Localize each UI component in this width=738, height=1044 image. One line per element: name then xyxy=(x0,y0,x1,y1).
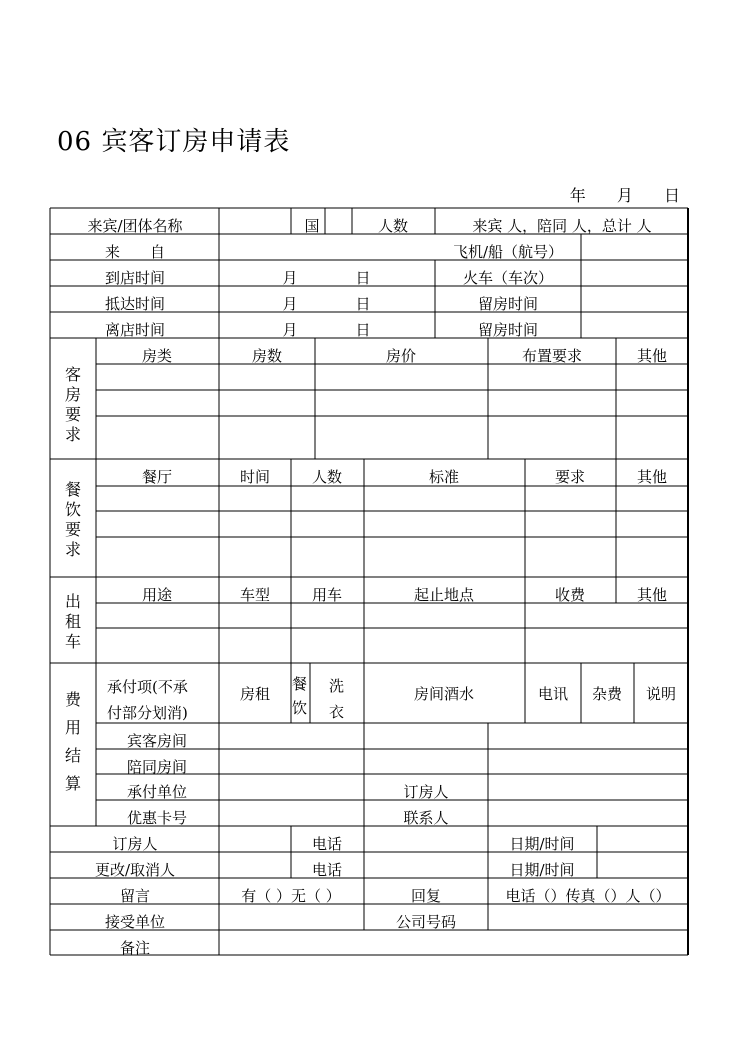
guest-name-label: 来宾/团体名称 xyxy=(87,217,183,235)
taxi-header-use: 用车 xyxy=(311,586,343,604)
footer-booker: 订房人 xyxy=(112,835,158,853)
stay-time-label-1: 留房时间 xyxy=(477,295,539,313)
footer-datetime-2: 日期/时间 xyxy=(509,861,575,879)
billing-meal: 餐饮 xyxy=(292,675,308,717)
reach-month: 月 xyxy=(282,295,298,313)
dining-header-other: 其他 xyxy=(636,468,668,486)
reach-day: 日 xyxy=(355,295,371,313)
dining-header-restaurant: 餐厅 xyxy=(141,468,173,486)
dining-header-time: 时间 xyxy=(239,468,271,486)
footer-company-no: 公司号码 xyxy=(395,913,457,931)
room-section-label: 客房要求 xyxy=(64,365,81,444)
billing-row-payer: 承付单位 xyxy=(126,783,188,801)
billing-note: 说明 xyxy=(645,685,677,703)
footer-message-options: 有（ ）无（ ） xyxy=(241,887,341,905)
billing-booker: 订房人 xyxy=(403,783,449,801)
room-header-price: 房价 xyxy=(385,347,417,365)
date-year: 年 xyxy=(569,186,586,205)
footer-datetime-1: 日期/时间 xyxy=(509,835,575,853)
taxi-header-route: 起止地点 xyxy=(413,586,475,604)
footer-receiver: 接受单位 xyxy=(104,913,166,931)
headcount-label: 人数 xyxy=(377,217,409,235)
billing-item-line1: 承付项(不承 xyxy=(107,678,188,696)
billing-item-label xyxy=(107,674,188,726)
footer-remark: 备注 xyxy=(119,939,151,957)
billing-row-guest-room: 宾客房间 xyxy=(126,732,188,750)
dining-header-people: 人数 xyxy=(311,468,343,486)
taxi-header-other: 其他 xyxy=(636,586,668,604)
footer-message: 留言 xyxy=(119,887,151,905)
dining-header-standard: 标准 xyxy=(428,468,460,486)
footer-change-person: 更改/取消人 xyxy=(94,861,176,879)
arrival-time-label: 到店时间 xyxy=(104,269,166,287)
from-label: 来 自 xyxy=(104,243,166,261)
billing-item-line2: 付部分划消) xyxy=(107,704,188,722)
room-header-type: 房类 xyxy=(141,347,173,365)
billing-bar: 房间酒水 xyxy=(413,685,475,703)
dining-section-label: 餐饮要求 xyxy=(64,480,81,559)
taxi-header-model: 车型 xyxy=(239,586,271,604)
billing-section-label: 费用结算 xyxy=(64,690,81,793)
arrival-day: 日 xyxy=(355,269,371,287)
headcount-detail: 来宾 人，陪同 人，总计 人 xyxy=(472,217,652,235)
billing-row-escort-room: 陪同房间 xyxy=(126,758,188,776)
dining-header-requirement: 要求 xyxy=(554,468,586,486)
stay-time-label-2: 留房时间 xyxy=(477,321,539,339)
train-label: 火车（车次） xyxy=(462,269,554,287)
page-title: 06 宾客订房申请表 xyxy=(57,127,291,157)
date-day: 日 xyxy=(663,186,680,205)
taxi-header-fee: 收费 xyxy=(554,586,586,604)
billing-row-discount-card: 优惠卡号 xyxy=(126,809,188,827)
country-label: 国 xyxy=(304,217,320,235)
depart-time-label: 离店时间 xyxy=(104,321,166,339)
room-header-other: 其他 xyxy=(636,347,668,365)
depart-month: 月 xyxy=(282,321,298,339)
arrival-month: 月 xyxy=(282,269,298,287)
footer-phone-2: 电话 xyxy=(311,861,343,879)
flight-label: 飞机/船（航号） xyxy=(452,243,564,261)
depart-day: 日 xyxy=(355,321,371,339)
footer-reply: 回复 xyxy=(410,887,442,905)
reach-time-label: 抵达时间 xyxy=(104,295,166,313)
billing-laundry: 洗衣 xyxy=(329,677,345,721)
billing-rent: 房租 xyxy=(239,685,271,703)
taxi-section-label: 出租车 xyxy=(64,592,81,651)
room-header-layout: 布置要求 xyxy=(521,347,583,365)
footer-phone-1: 电话 xyxy=(311,835,343,853)
billing-contact: 联系人 xyxy=(403,809,449,827)
billing-misc: 杂费 xyxy=(591,685,623,703)
taxi-header-purpose: 用途 xyxy=(141,586,173,604)
room-header-count: 房数 xyxy=(251,347,283,365)
footer-reply-options: 电话（）传真（）人（） xyxy=(505,887,671,905)
billing-telecom: 电讯 xyxy=(537,685,569,703)
date-month: 月 xyxy=(616,186,633,205)
